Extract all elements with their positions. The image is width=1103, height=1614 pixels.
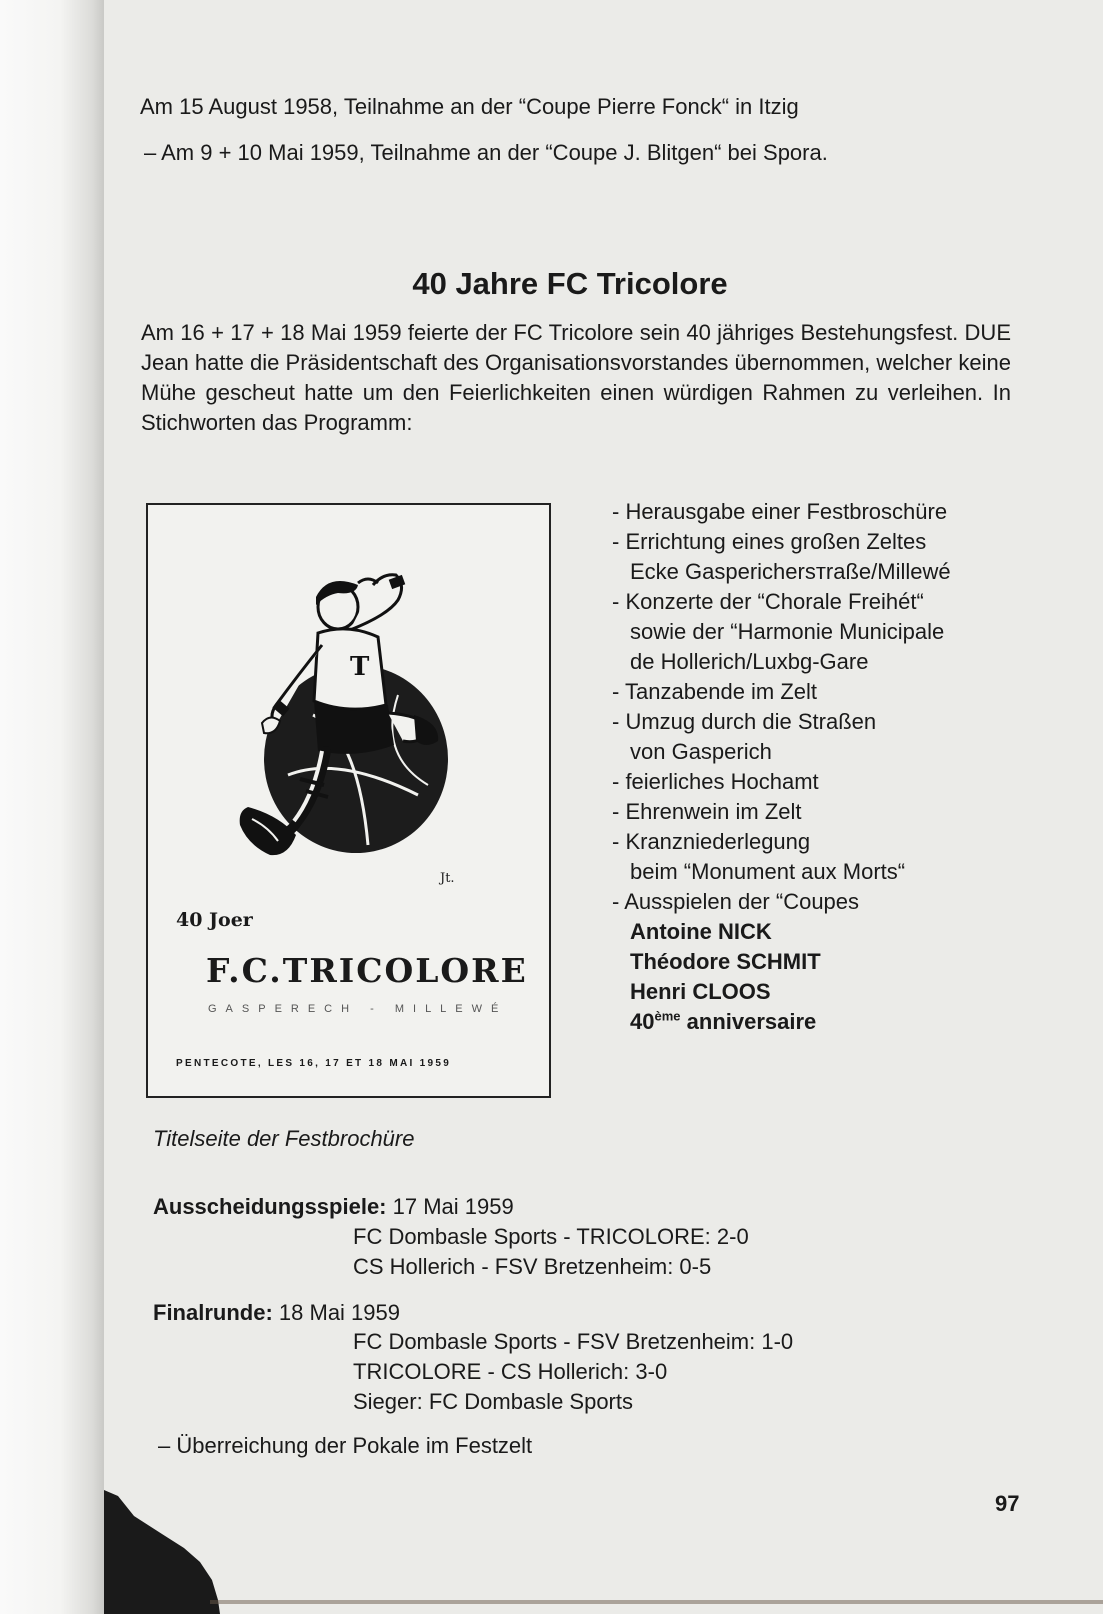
closing-line: – Überreichung der Pokale im Festzelt (158, 1433, 533, 1458)
shirt-letter: T (350, 652, 370, 682)
match-result: FC Dombasle Sports - TRICOLORE: 2-0 (353, 1224, 749, 1249)
torn-corner (104, 1490, 234, 1614)
final-heading: Finalrunde: 18 Mai 1959 (153, 1300, 400, 1325)
figure-caption: Titelseite der Festbrochüre (153, 1126, 415, 1151)
program-item: - Ehrenwein im Zelt (612, 799, 802, 824)
program-item: - Konzerte der “Chorale Freihét“ sowie der “Harmonie Municipale de Hollerich/Luxbg-Gare (612, 589, 945, 674)
cup-name: Henri CLOOS (630, 979, 771, 1004)
footballer-illustration (218, 545, 478, 875)
match-result: FC Dombasle Sports - FSV Bretzenheim: 1-0 (353, 1329, 794, 1354)
program-item: - Ausspielen der “Coupes Antoine NICK Théodore SCHMIT Henri CLOOS 40ème anniversaire (612, 887, 1032, 1037)
artist-signature: Jt. (440, 871, 455, 886)
poster-club-name: F.C.TRICOLORE (206, 951, 528, 990)
qualifying-heading: Ausscheidungsspiele: 17 Mai 1959 (153, 1194, 514, 1219)
match-result: CS Hollerich - FSV Bretzenheim: 0-5 (353, 1254, 712, 1279)
poster-date: PENTECOTE, LES 16, 17 ET 18 MAI 1959 (176, 1058, 452, 1069)
section-title: 40 Jahre FC Tricolore (412, 266, 728, 301)
intro-line-2: – Am 9 + 10 Mai 1959, Teilnahme an der “Coupe J. Blitgen“ bei Spora. (144, 140, 828, 165)
program-item: - Errichtung eines großen Zeltes Ecke Gasperichersтraße/Millewé (612, 529, 951, 584)
program-list (612, 497, 1032, 1037)
poster-place: GASPERECH - MILLEWÉ (208, 1003, 508, 1015)
program-item: - Herausgabe einer Festbroschüre (612, 499, 948, 524)
intro-line-1: Am 15 August 1958, Teilnahme an der “Coupe Pierre Fonck“ in Itzig (140, 94, 799, 119)
bottom-edge-line (210, 1600, 1103, 1604)
winner-line: Sieger: FC Dombasle Sports (353, 1389, 633, 1414)
program-item: - Umzug durch die Straßen von Gasperich (612, 709, 877, 764)
binding-edge (0, 0, 104, 1614)
match-result: TRICOLORE - CS Hollerich: 3-0 (353, 1359, 668, 1384)
poster-years: 40 Joer (176, 909, 253, 931)
program-item: - feierliches Hochamt (612, 769, 819, 794)
section-paragraph: Am 16 + 17 + 18 Mai 1959 feierte der FC Tricolore sein 40 jähriges Bestehungsfest. DUE Jean hatte die Präsidentschaft des Organisationsvorstandes übernommen, welcher keine Mühe gescheut hatte um den Feierlichkeiten einen würdigen Rahmen zu verleihen. In Stichworten das Programm: (141, 320, 1011, 435)
cup-anniversary: 40ème anniversaire (630, 1008, 817, 1034)
page-number: 97 (995, 1491, 1020, 1516)
cup-name: Antoine NICK (630, 919, 772, 944)
cup-name: Théodore SCHMIT (630, 949, 821, 974)
program-item: - Kranzniederlegung beim “Monument aux Morts“ (612, 829, 906, 884)
brochure-cover (146, 503, 551, 1098)
program-item: - Tanzabende im Zelt (612, 679, 818, 704)
